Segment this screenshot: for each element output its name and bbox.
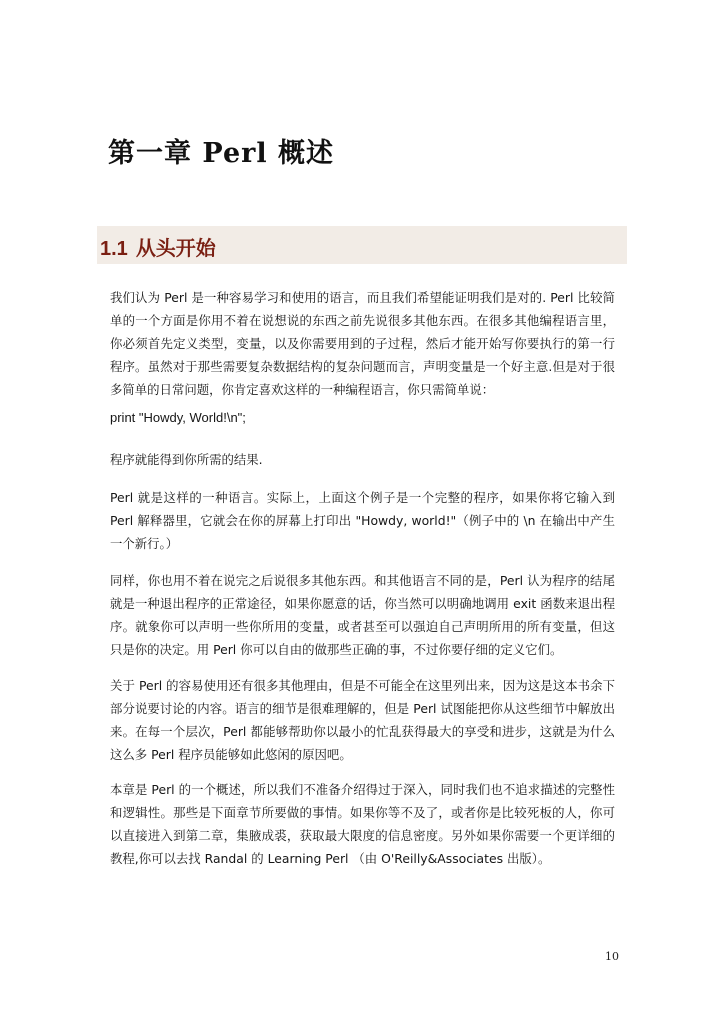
paragraph-ease-of-use: 关于 Perl 的容易使用还有很多其他理由，但是不可能全在这里列出来，因为这是这本书余下部分说要讨论的内容。语言的细节是很难理解的，但是 Perl 试图能把你从这些细节中解放出来。在每一个层次，Perl 都能够帮助你以最小的忙乱获得最大的享受和进步，这就是为什么这么多 Perl 程序员能够如此悠闲的原因吧。 <box>110 678 615 762</box>
section-title: 从头开始 <box>135 238 216 260</box>
code-example: print "Howdy, World!\n"; <box>110 410 246 425</box>
paragraph-program-end: 同样，你也用不着在说完之后说很多其他东西。和其他语言不同的是，Perl 认为程序的结尾就是一种退出程序的正常途径，如果你愿意的话，你当然可以明确地调用 exit 函数来退出程序。就象你可以声明一些你所用的变量，或者甚至可以强迫自己声明所用的所有变量，但这只是你的决定。用 Perl 你可以自由的做那些正确的事，不过你要仔细的定义它们。 <box>110 573 615 657</box>
paragraph-intro: 我们认为 Perl 是一种容易学习和使用的语言，而且我们希望能证明我们是对的. Perl 比较简单的一个方面是你用不着在说想说的东西之前先说很多其他东西。在很多其他编程语言里，你必须首先定义类型，变量，以及你需要用到的子过程，然后才能开始写你要执行的第一行程序。虽然对于那些需要复杂数据结构的复杂问题而言，声明变量是一个好主意.但是对于很多简单的日常问题，你肯定喜欢这样的一种编程语言，你只需简单说： <box>110 290 615 397</box>
paragraph-result: 程序就能得到你所需的结果. <box>110 452 263 467</box>
chapter-title: 第一章 Perl 概述 <box>108 138 335 169</box>
paragraph-chapter-overview: 本章是 Perl 的一个概述，所以我们不准备介绍得过于深入，同时我们也不追求描述的完整性和逻辑性。那些是下面章节所要做的事情。如果你等不及了，或者你是比较死板的人，你可以直接进入到第二章，集腋成裘，获取最大限度的信息密度。另外如果你需要一个更详细的教程,你可以去找 Randal 的 Learning Perl （由 O'Reilly&Associates 出版）。 <box>110 782 615 866</box>
section-header-bar <box>97 226 627 264</box>
page-number: 10 <box>605 950 619 963</box>
section-heading <box>100 232 216 261</box>
paragraph-perl-language: Perl 就是这样的一种语言。实际上，上面这个例子是一个完整的程序，如果你将它输入到 Perl 解释器里，它就会在你的屏幕上打印出 "Howdy, world!"（例子中的 \n 在输出中产生一个新行。） <box>110 490 615 551</box>
section-number: 1.1 <box>100 238 128 260</box>
